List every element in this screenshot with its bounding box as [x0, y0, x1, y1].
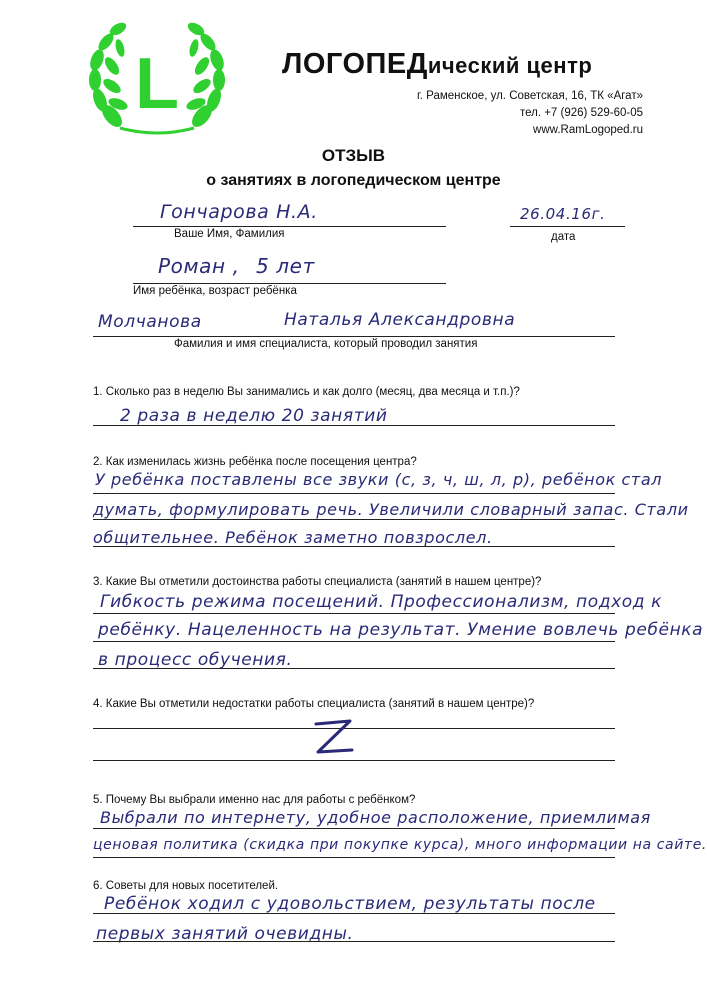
phone: тел. +7 (926) 529-60-05 — [519, 107, 643, 119]
answer-5-line-1: Выбрали по интернету, удобное расположение, приемлимая — [100, 808, 651, 827]
answer-2-rule-1[interactable] — [93, 493, 615, 494]
brand-main: ЛОГОПЕД — [282, 48, 428, 80]
logo-letter: L — [135, 44, 179, 124]
question-5: 5. Почему Вы выбрали именно нас для работы с ребёнком? — [93, 794, 416, 806]
answer-3-line-1: Гибкость режима посещений. Профессионализм, подход к — [100, 592, 663, 612]
answer-specialist-name: Наталья Александровна — [284, 310, 516, 330]
answer-2-line-3: общительнее. Ребёнок заметно повзрослел. — [93, 528, 493, 547]
answer-2-rule-2[interactable] — [93, 519, 615, 520]
answer-1-rule[interactable] — [93, 425, 615, 426]
answer-name: Гончарова Н.А. — [160, 201, 318, 223]
website[interactable]: www.RamLogoped.ru — [533, 124, 643, 136]
specialist-caption: Фамилия и имя специалиста, который проводил занятия — [174, 338, 478, 350]
answer-6-rule-2[interactable] — [93, 941, 615, 942]
answer-child-name: Роман , — [158, 254, 240, 278]
answer-2-rule-3[interactable] — [93, 546, 615, 547]
answer-5-rule-1[interactable] — [93, 828, 615, 829]
answer-3-rule-3[interactable] — [93, 668, 615, 669]
form-title: ОТЗЫВ — [321, 146, 386, 165]
z-dash-mark — [310, 718, 356, 758]
answer-3-line-3: в процесс обучения. — [98, 650, 293, 670]
address: г. Раменское, ул. Советская, 16, ТК «Агат» — [416, 90, 643, 102]
child-caption: Имя ребёнка, возраст ребёнка — [133, 285, 297, 297]
answer-6-line-2: первых занятий очевидны. — [96, 924, 354, 944]
answer-6-rule-1[interactable] — [93, 913, 615, 914]
answer-4-rule-2[interactable] — [93, 760, 615, 761]
brand-name — [282, 48, 592, 81]
answer-5-rule-2[interactable] — [93, 857, 615, 858]
form-subtitle: о занятиях в логопедическом центре — [206, 172, 501, 189]
brand-suffix: ический центр — [427, 53, 593, 78]
question-1: 1. Сколько раз в неделю Вы занимались и как долго (месяц, два месяца и т.п.)? — [93, 386, 520, 398]
answer-child-age: 5 лет — [256, 254, 315, 278]
answer-3-rule-1[interactable] — [93, 613, 615, 614]
answer-2-line-2: думать, формулировать речь. Увеличили словарный запас. Стали — [93, 500, 689, 519]
logo — [82, 16, 232, 136]
answer-6-line-1: Ребёнок ходил с удовольствием, результаты после — [104, 894, 596, 914]
answer-3-line-2: ребёнку. Нацеленность на результат. Умение вовлечь ребёнка — [98, 620, 704, 640]
laurel-wreath-icon — [82, 16, 232, 136]
date-line[interactable] — [510, 226, 625, 227]
question-6: 6. Советы для новых посетителей. — [93, 880, 279, 892]
question-2: 2. Как изменилась жизнь ребёнка после посещения центра? — [93, 456, 417, 468]
date-caption: дата — [551, 231, 576, 243]
question-4: 4. Какие Вы отметили недостатки работы специалиста (занятий в нашем центре)? — [93, 698, 535, 710]
question-3: 3. Какие Вы отметили достоинства работы специалиста (занятий в нашем центре)? — [93, 576, 542, 588]
answer-2-line-1: У ребёнка поставлены все звуки (с, з, ч, ш, л, р), ребёнок стал — [95, 470, 663, 489]
answer-3-rule-2[interactable] — [93, 641, 615, 642]
specialist-line[interactable] — [93, 336, 615, 337]
answer-1-line-1: 2 раза в неделю 20 занятий — [120, 406, 388, 426]
answer-date: 26.04.16г. — [520, 205, 606, 223]
answer-specialist-surname: Молчанова — [98, 312, 202, 332]
name-line[interactable] — [133, 226, 446, 227]
child-line[interactable] — [133, 283, 446, 284]
name-caption: Ваше Имя, Фамилия — [174, 228, 285, 240]
answer-5-line-2: ценовая политика (скидка при покупке курса), много информации на сайте. — [93, 837, 707, 853]
